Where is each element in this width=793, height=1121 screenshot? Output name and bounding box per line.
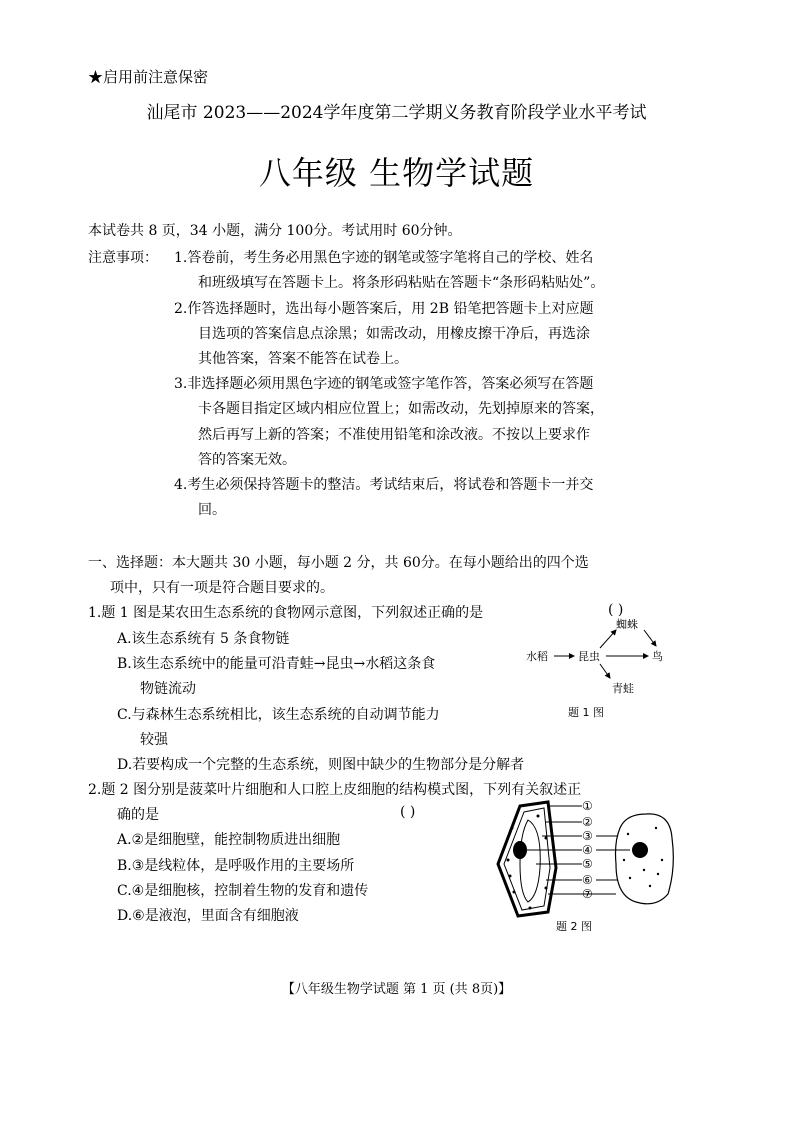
plant-cell-diagram bbox=[498, 802, 556, 916]
q2-stem-cont: 确的是 bbox=[117, 807, 159, 823]
q1-option-b: B.该生态系统中的能量可沿青蛙→昆虫→水稻这条食 bbox=[117, 656, 436, 672]
q1-option-c-cont: 较强 bbox=[140, 732, 168, 748]
q2-answer-paren: ( ) bbox=[400, 804, 416, 820]
food-web-frog: 青蛙 bbox=[612, 682, 634, 695]
q1-option-a: A.该生态系统有 5 条食物链 bbox=[117, 631, 290, 647]
q1-answer-paren: ( ) bbox=[608, 602, 624, 618]
cell-label-4: ④ bbox=[582, 843, 593, 857]
note-line: 2.作答选择题时，选出每小题答案后，用 2B 铅笔把答题卡上对应题 bbox=[174, 301, 594, 317]
notes-label: 注意事项： bbox=[88, 250, 158, 266]
cell-structure-figure bbox=[490, 798, 690, 936]
note-line: 和班级填写在答题卡上。将条形码粘贴在答题卡“条形码粘贴处”。 bbox=[198, 275, 605, 291]
note-line: 回。 bbox=[198, 502, 226, 518]
q2-stem: 2.题 2 图分别是菠菜叶片细胞和人口腔上皮细胞的结构模式图，下列有关叙述正 bbox=[88, 782, 582, 798]
cell-label-7: ⑦ bbox=[582, 887, 593, 901]
note-line: 然后再写上新的答案；不准使用铅笔和涂改液。不按以上要求作 bbox=[198, 427, 590, 443]
note-line: 4.考生必须保持答题卡的整洁。考试结束后，将试卷和答题卡一并交 bbox=[174, 477, 594, 493]
q2-option-a: A.②是细胞壁，能控制物质进出细胞 bbox=[117, 832, 341, 848]
q1-option-b-cont: 物链流动 bbox=[140, 681, 196, 697]
page-footer: 【八年级生物学试题 第 1 页 (共 8页)】 bbox=[281, 982, 512, 997]
cell-label-5: ⑤ bbox=[582, 857, 593, 871]
animal-cell-diagram bbox=[616, 814, 674, 904]
q2-option-b: B.③是线粒体，是呼吸作用的主要场所 bbox=[117, 858, 355, 874]
cell-label-3: ③ bbox=[582, 829, 593, 843]
food-web-spider: 蜘蛛 bbox=[616, 618, 638, 631]
food-web-insect: 昆虫 bbox=[578, 650, 600, 663]
food-web-figure bbox=[520, 612, 680, 722]
note-line: 其他答案，答案不能答在试卷上。 bbox=[198, 351, 408, 367]
note-line: 答的答案无效。 bbox=[198, 452, 296, 468]
cell-label-1: ① bbox=[582, 799, 593, 813]
food-web-bird: 鸟 bbox=[652, 650, 663, 663]
note-line: 卡各题目指定区域内相应位置上；如需改动，先划掉原来的答案， bbox=[198, 401, 604, 417]
section-heading-cont: 项中，只有一项是符合题目要求的。 bbox=[110, 580, 334, 596]
cell-label-2: ② bbox=[582, 815, 593, 829]
section-heading: 一、选择题：本大题共 30 小题，每小题 2 分，共 60分。在每小题给出的四个选 bbox=[88, 555, 589, 571]
page-title: 八年级 生物学试题 bbox=[258, 154, 535, 192]
exam-subtitle: 汕尾市 2023——2024学年度第二学期义务教育阶段学业水平考试 bbox=[146, 103, 647, 123]
note-line: 1.答卷前，考生务必用黑色字迹的钢笔或签字笔将自己的学校、姓名 bbox=[174, 250, 594, 266]
q2-option-d: D.⑥是液泡，里面含有细胞液 bbox=[117, 908, 299, 924]
cell-label-6: ⑥ bbox=[582, 873, 593, 887]
food-web-caption: 题 1 图 bbox=[568, 706, 604, 719]
cell-figure-caption: 题 2 图 bbox=[556, 920, 592, 933]
note-line: 目选项的答案信息点涂黑；如需改动，用橡皮擦干净后，再选涂 bbox=[198, 326, 590, 342]
food-web-rice: 水稻 bbox=[526, 650, 548, 663]
note-line: 3.非选择题必须用黑色字迹的钢笔或签字笔作答，答案必须写在答题 bbox=[174, 376, 594, 392]
q1-stem: 1.题 1 图是某农田生态系统的食物网示意图，下列叙述正确的是 bbox=[88, 605, 484, 621]
q2-option-c: C.④是细胞核，控制着生物的发育和遗传 bbox=[117, 883, 369, 899]
q1-option-c: C.与森林生态系统相比，该生态系统的自动调节能力 bbox=[117, 707, 440, 723]
q1-option-d: D.若要构成一个完整的生态系统，则图中缺少的生物部分是分解者 bbox=[117, 757, 525, 773]
confidential-note: ★启用前注意保密 bbox=[88, 68, 209, 86]
exam-info: 本试卷共 8 页，34 小题，满分 100分。考试用时 60分钟。 bbox=[88, 223, 462, 239]
